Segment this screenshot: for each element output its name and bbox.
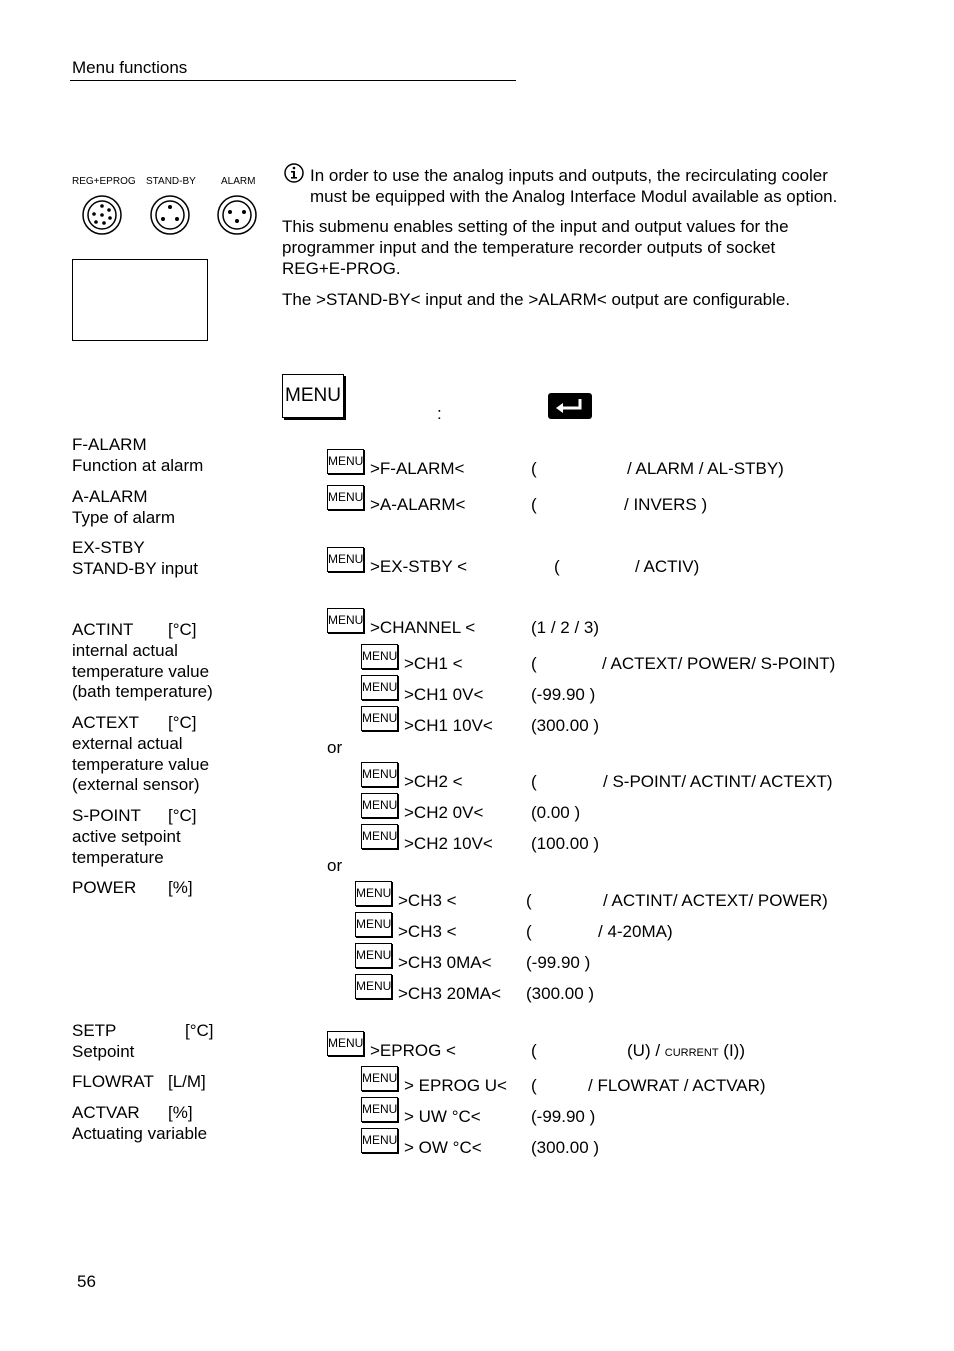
menu-button-icon: MENU — [327, 608, 364, 633]
section-title: Menu functions — [72, 58, 188, 77]
falarm-param: >F-ALARM< — [370, 459, 465, 478]
menu-button-icon: MENU — [361, 793, 398, 818]
exstby-desc: STAND-BY input — [72, 559, 198, 578]
ch3-mode-options: / 4-20MA) — [598, 922, 673, 941]
channel-options: (1 / 2 / 3) — [531, 618, 600, 637]
ch1-10v-value: (300.00 ) — [531, 716, 600, 735]
menu-button-icon: MENU — [355, 881, 392, 906]
falarm-options: / ALARM / AL-STBY) — [627, 459, 784, 478]
flowrat-unit: [L/M] — [168, 1072, 206, 1091]
menu-button-icon: MENU — [327, 1031, 364, 1056]
ch2-options: / S-POINT/ ACTINT/ ACTEXT) — [603, 772, 833, 791]
spoint-title: S-POINT — [72, 806, 141, 825]
or-separator-1: or — [327, 738, 343, 757]
menu-button-icon: MENU — [361, 706, 398, 731]
info-icon — [284, 163, 304, 183]
actint-title: ACTINT — [72, 620, 134, 639]
aalarm-desc: Type of alarm — [72, 508, 175, 527]
eprog-current-label: CURRENT — [664, 1047, 719, 1059]
intro-para2: The >STAND-BY< input and the >ALARM< output are configurable. — [282, 290, 791, 309]
intro-para1-line1: This submenu enables setting of the input and output values for the — [282, 217, 789, 236]
menu-button-icon: MENU — [355, 912, 392, 937]
menu-button-icon: MENU — [327, 485, 364, 510]
ch1-0v-param: >CH1 0V< — [404, 685, 484, 704]
flowrat-title: FLOWRAT — [72, 1072, 154, 1091]
falarm-desc: Function at alarm — [72, 456, 204, 475]
power-title: POWER — [72, 878, 137, 897]
actint-unit: [°C] — [168, 620, 197, 639]
ch3-options: / ACTINT/ ACTEXT/ POWER) — [603, 891, 828, 910]
ch3-param: >CH3 < — [398, 891, 457, 910]
intro-para1-line2: programmer input and the temperature recorder outputs of socket — [282, 238, 776, 257]
eprog-u-open: ( — [531, 1076, 537, 1095]
actint-desc-2: temperature value — [72, 662, 210, 681]
ch2-param: >CH2 < — [404, 772, 463, 791]
ch1-0v-value: (-99.90 ) — [531, 685, 596, 704]
ch1-param: >CH1 < — [404, 654, 463, 673]
ch3-20ma-param: >CH3 20MA< — [398, 984, 501, 1003]
menu-button-icon: MENU — [361, 675, 398, 700]
menu-button-icon: MENU — [361, 824, 398, 849]
ch2-0v-value: (0.00 ) — [531, 803, 581, 822]
power-unit: [%] — [168, 878, 193, 897]
ch2-0v-param: >CH2 0V< — [404, 803, 484, 822]
or-separator-2: or — [327, 856, 343, 875]
actext-desc-2: temperature value — [72, 755, 210, 774]
ch2-open: ( — [531, 772, 537, 791]
uw-param: > UW °C< — [404, 1107, 481, 1126]
falarm-open: ( — [531, 459, 537, 478]
menu-button-icon: MENU — [327, 449, 364, 474]
exstby-title: EX-STBY — [72, 538, 145, 557]
intro-para1-line3: REG+E-PROG. — [282, 259, 401, 278]
menu-button-icon: MENU — [355, 974, 392, 999]
channel-param: >CHANNEL < — [370, 618, 476, 637]
page-number: 56 — [77, 1272, 96, 1291]
setp-desc: Setpoint — [72, 1042, 135, 1061]
reg-eprog-socket-icon — [82, 195, 122, 235]
ch3-mode-open: ( — [526, 922, 532, 941]
display-placeholder — [72, 259, 208, 341]
connector-label-stand-by: STAND-BY — [146, 176, 196, 187]
ch3-open: ( — [526, 891, 532, 910]
eprog-open: ( — [531, 1041, 537, 1060]
ch3-0ma-param: >CH3 0MA< — [398, 953, 492, 972]
ch2-10v-param: >CH2 10V< — [404, 834, 493, 853]
spoint-desc-1: active setpoint — [72, 827, 181, 846]
uw-value: (-99.90 ) — [531, 1107, 596, 1126]
actext-desc-3: (external sensor) — [72, 775, 200, 794]
connector-label-reg-eprog: REG+EPROG — [72, 176, 136, 187]
menu-button-icon: MENU — [361, 1128, 398, 1153]
eprog-current-option: (I)) — [723, 1041, 746, 1060]
ch1-open: ( — [531, 654, 537, 673]
ch3-mode-param: >CH3 < — [398, 922, 457, 941]
eprog-u-param: > EPROG U< — [404, 1076, 507, 1095]
menu-key-colon: : — [437, 404, 442, 423]
spoint-unit: [°C] — [168, 806, 197, 825]
actext-desc-1: external actual — [72, 734, 183, 753]
aalarm-options: / INVERS ) — [624, 495, 708, 514]
ch2-10v-value: (100.00 ) — [531, 834, 600, 853]
info-line-2: must be equipped with the Analog Interface Modul available as option. — [310, 187, 838, 206]
exstby-param: >EX-STBY < — [370, 557, 468, 576]
setp-title: SETP — [72, 1021, 117, 1040]
enter-key-icon — [548, 393, 592, 419]
setp-unit: [°C] — [185, 1021, 214, 1040]
menu-key-icon: MENU — [282, 374, 344, 418]
menu-button-icon: MENU — [361, 1066, 398, 1091]
ch3-20ma-value: (300.00 ) — [526, 984, 595, 1003]
spoint-desc-2: temperature — [72, 848, 164, 867]
menu-button-icon: MENU — [361, 1097, 398, 1122]
header-rule — [70, 80, 516, 81]
falarm-title: F-ALARM — [72, 435, 147, 454]
eprog-options — [627, 1040, 745, 1064]
info-line-1: In order to use the analog inputs and outputs, the recirculating cooler — [310, 166, 828, 185]
ow-param: > OW °C< — [404, 1138, 482, 1157]
ch3-0ma-value: (-99.90 ) — [526, 953, 591, 972]
aalarm-param: >A-ALARM< — [370, 495, 466, 514]
ch1-10v-param: >CH1 10V< — [404, 716, 493, 735]
actext-title: ACTEXT — [72, 713, 140, 732]
eprog-voltage-option: (U) / — [627, 1041, 661, 1060]
stand-by-socket-icon — [150, 195, 190, 235]
exstby-open: ( — [554, 557, 560, 576]
eprog-param: >EPROG < — [370, 1041, 456, 1060]
actvar-desc: Actuating variable — [72, 1124, 208, 1143]
connector-label-alarm: ALARM — [221, 176, 256, 187]
actint-desc-3: (bath temperature) — [72, 682, 213, 701]
eprog-u-options: / FLOWRAT / ACTVAR) — [588, 1076, 766, 1095]
actint-desc-1: internal actual — [72, 641, 178, 660]
aalarm-title: A-ALARM — [72, 487, 148, 506]
aalarm-open: ( — [531, 495, 537, 514]
ch1-options: / ACTEXT/ POWER/ S-POINT) — [602, 654, 836, 673]
alarm-socket-icon — [217, 195, 257, 235]
menu-button-icon: MENU — [361, 762, 398, 787]
menu-button-icon: MENU — [355, 943, 392, 968]
actvar-unit: [%] — [168, 1103, 193, 1122]
actext-unit: [°C] — [168, 713, 197, 732]
menu-button-icon: MENU — [361, 644, 398, 669]
ow-value: (300.00 ) — [531, 1138, 600, 1157]
actvar-title: ACTVAR — [72, 1103, 140, 1122]
exstby-options: / ACTIV) — [635, 557, 700, 576]
menu-button-icon: MENU — [327, 547, 364, 572]
